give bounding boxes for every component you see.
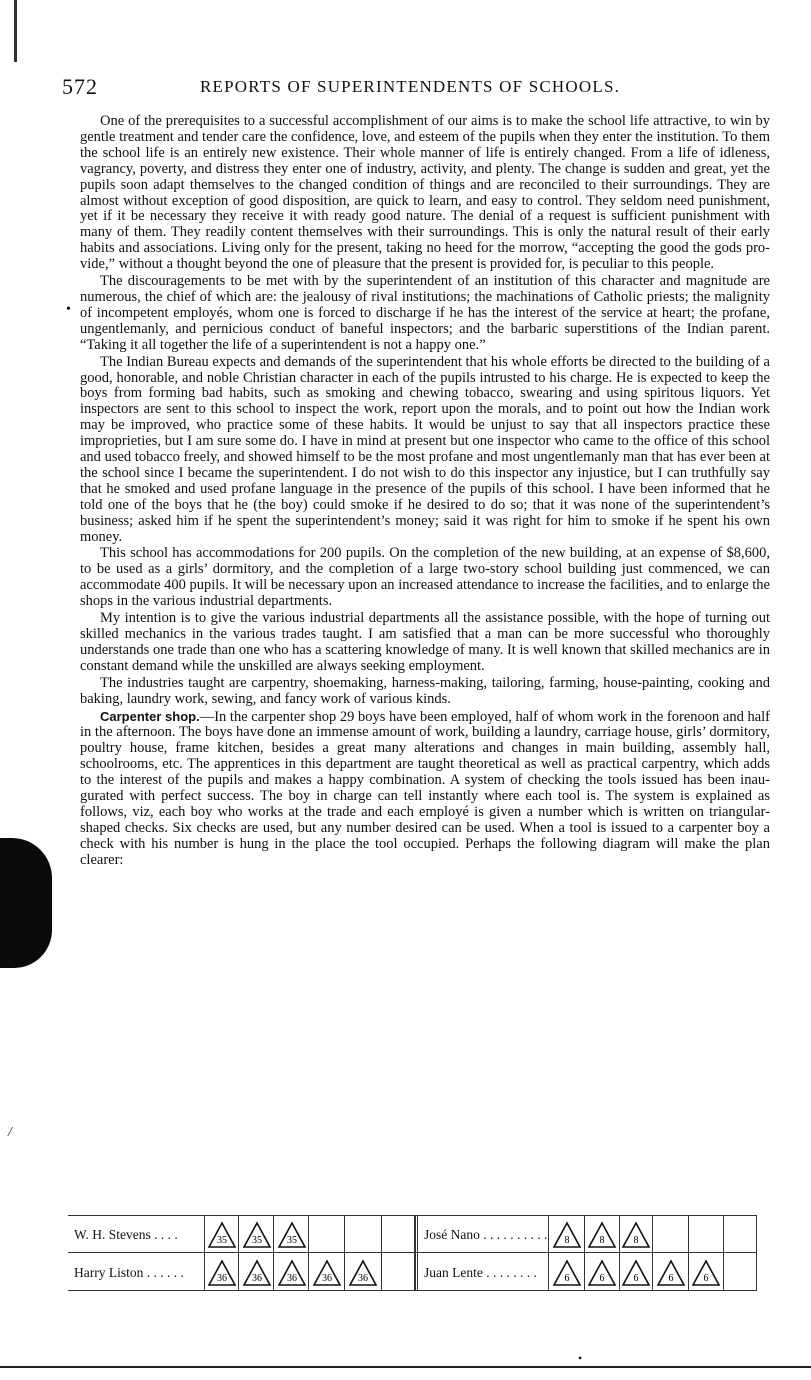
table-divider: [417, 1215, 418, 1291]
table-divider: [652, 1215, 653, 1291]
triangular-check: [621, 1221, 651, 1249]
check-holder-name: Harry Liston . . . . . .: [74, 1265, 184, 1280]
triangular-check: [621, 1259, 651, 1287]
carpenter-shop-heading: Carpenter shop.: [100, 708, 200, 724]
paragraph-indian-bureau: The Indian Bureau expects and demands of the superintendent that his whole efforts be directed to the building of a good, honorable, and noble Christian character in each of the pupils intrusted to his charge. He is expected to keep the boys from forming bad habits, such as smoking and chewing tobacco, swearing and using spiritous liquors. Yet inspectors are sent to this school to inspect the work, report upon the morals, and to point out how the Indian work may be improved, who practice some of these habits. It would be unjust to say that all inspectors practice these improprieties, but I am sure some do. I have in mind at present but one inspector who came to the office of this school and used tobacco freely, and showed himself to be the most profane and most ungentlemanly man that has ever been at the school since I became the superintendent. I do not wish to do this inspector any injustice, but I can truthfully say that he smoked and used profane language in the presence of the pupils of this school. I have been informed that he told one of the boys that he (the boy) could smoke if he desired to do so; that it was none of the superintendent’s business; asked him if he spent the superintendent’s money; said it was right for him to smoke if he spent his own money.: [80, 353, 770, 545]
check-number: 36: [358, 1273, 368, 1284]
check-number: 36: [287, 1273, 297, 1284]
check-number: 6: [564, 1273, 570, 1284]
check-number: 8: [564, 1235, 570, 1246]
triangular-check: [242, 1221, 272, 1249]
check-number: 6: [703, 1273, 709, 1284]
table-divider: [308, 1215, 309, 1291]
margin-bullet-mark: •: [66, 302, 71, 317]
page-header: [62, 74, 772, 102]
check-holder-name: W. H. Stevens . . . .: [74, 1227, 178, 1242]
triangular-check: [277, 1259, 307, 1287]
paragraph-carpenter-shop: [80, 709, 770, 869]
table-divider: [204, 1215, 205, 1291]
table-divider: [273, 1215, 274, 1291]
report-body: [80, 114, 770, 869]
tool-checks-diagram: [68, 1215, 756, 1291]
check-number: 6: [633, 1273, 639, 1284]
check-number: 36: [322, 1273, 332, 1284]
triangular-check: [242, 1259, 272, 1287]
triangular-check: [587, 1221, 617, 1249]
table-divider: [381, 1215, 382, 1291]
triangular-check: [207, 1221, 237, 1249]
paragraph-accommodations: This school has accommodations for 200 pupils. On the completion of the new building, at an expense of $8,600, to be used as a girls’ dormitory, and the completion of a large two-story school building just commenced, we can accommodate 400 pupils. It will be necessary upon an increased attendance to increase the facilities, and to enlarge the shops in the various industrial departments.: [80, 545, 770, 610]
table-divider: [415, 1215, 416, 1291]
check-number: 6: [668, 1273, 674, 1284]
check-number: 35: [217, 1235, 227, 1246]
paragraph-discouragements: The discouragements to be met with by the superintendent of an institution of this character and magnitude are numerous, the chief of which are: the jealousy of rival institutions; the machinations of Catholic priests; the malignity of incompetent employés, whom one is forced to discharge if he has the interest of the service at heart; the profane, ungentlemanly, and pernicious conduct of baneful inspectors; and the barbaric superstitions of the Indian parent. “Taking it all together the life of a superintendent is not a happy one.”: [80, 273, 770, 353]
triangular-check: [348, 1259, 378, 1287]
triangular-check: [552, 1259, 582, 1287]
triangular-check: [207, 1259, 237, 1287]
carpenter-shop-text: —In the carpenter shop 29 boys have been employed, half of whom work in the forenoon and half in the afternoon. The boys have done an immense amount of work, building a laundry, carriage house, girls’ dormitory, poultry house, frame kitchen, besides a great many alterations and changes in main building, assembly hall, schoolrooms, etc. The apprentices in this department are taught theoretical as well as practical carpentry, which adds to the interest of the pupils and makes a happy combination. A system of checking the tools issued has been inaugurated with perfect success. The boy in charge can tell instantly where each tool is. The system is explained as follows, viz, each boy who works at the trade and each employé is given a number which is written on triangular-shaped checks. Six checks are used, but any number desired can be used. When a tool is issued to a carpenter boy a check with his number is hung in the place the tool occupied. Perhaps the following diagram will make the plan clearer:: [80, 708, 771, 868]
triangular-check: [552, 1221, 582, 1249]
check-number: 35: [287, 1235, 297, 1246]
check-number: 6: [599, 1273, 605, 1284]
triangular-check: [691, 1259, 721, 1287]
bottom-rule: [0, 1366, 811, 1368]
table-divider: [548, 1215, 549, 1291]
check-holder-name: Juan Lente . . . . . . . .: [424, 1265, 537, 1280]
check-number: 36: [252, 1273, 262, 1284]
table-divider: [723, 1215, 724, 1291]
check-number: 36: [217, 1273, 227, 1284]
paragraph-school-life: One of the prerequisites to a successful accomplishment of our aims is to make the school life attractive, to win by gentle treatment and tender care the confidence, love, and esteem of the pupils when they enter the institution. To them the school life is an entirely new existence. Their whole manner of life is entirely changed. From a life of idleness, vagrancy, poverty, and distress they enter one of industry, activity, and plenty. The change is sudden and great, yet the pupils soon adapt themselves to the changed condition of things and are reconciled to their surroundings. They are almost without exception of good disposition, are quick to learn, and easy to control. They seldom need punishment, yet if it be necessary they receive it with ready good nature. The denial of a request is sufficient punishment with many of them. They readily content themselves with their surroundings. This is only the natural result of their early habits and associations. Living only for the present, taking no heed for the morrow, “accepting the good the gods provide,” without a thought beyond the one of pleasure that the present is provided for, is peculiar to this people.: [80, 113, 770, 273]
paragraph-industries: The industries taught are carpentry, shoemaking, harness-making, tailoring, farming, house-painting, cooking and baking, laundry work, sewing, and fancy work of various kinds.: [80, 674, 770, 707]
check-holder-name: José Nano . . . . . . . . . .: [424, 1227, 548, 1242]
running-title: REPORTS OF SUPERINTENDENTS OF SCHOOLS.: [200, 77, 621, 96]
check-number: 8: [633, 1235, 639, 1246]
table-divider: [238, 1215, 239, 1291]
triangular-check: [656, 1259, 686, 1287]
triangular-check: [277, 1221, 307, 1249]
page-edge-rule: [14, 0, 17, 62]
check-number: 8: [599, 1235, 605, 1246]
triangular-check: [587, 1259, 617, 1287]
paragraph-intention: My intention is to give the various industrial departments all the assistance possible, with the hope of turning out skilled mechanics in the various trades taught. I am satisfied that a man can be more successful who thoroughly understands one trade than one who has a scattering knowledge of many. It is well known that skilled mechanics are in constant demand while the unskilled are always seeking employment.: [80, 610, 770, 674]
table-divider: [584, 1215, 585, 1291]
table-divider: [344, 1215, 345, 1291]
table-divider: [619, 1215, 620, 1291]
bottom-dot-mark: •: [578, 1351, 583, 1365]
margin-tick-mark: /: [8, 1125, 12, 1140]
table-divider: [688, 1215, 689, 1291]
triangular-check: [312, 1259, 342, 1287]
check-number: 35: [252, 1235, 262, 1246]
table-divider: [756, 1215, 757, 1291]
page-number: 572: [62, 74, 98, 99]
ink-blot: [0, 838, 52, 968]
